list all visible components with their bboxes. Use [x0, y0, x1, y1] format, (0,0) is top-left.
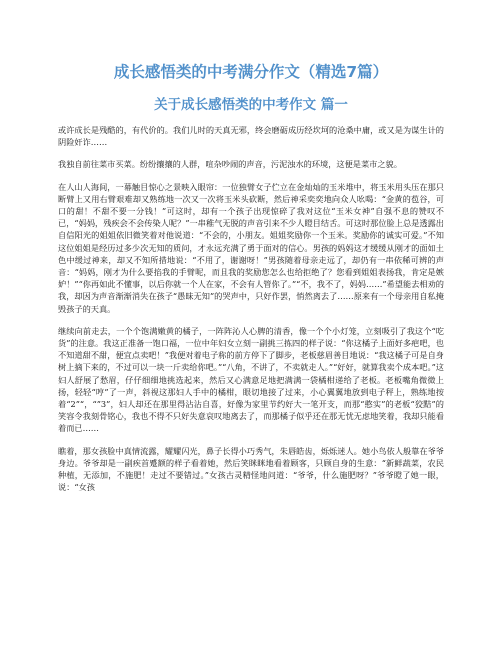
paragraph-5: 瞧着，那女孩脸中真情流露，耀耀闪光，鼻子长得小巧秀气，朱唇皓齿，烁烁迷人。她小鸟依人般靠在爷爷身边。爷爷却是一副疾首蹙额的样子看着她，然后笑眯眯地看着顾客，只顾自身的生意：“新鲜蔬菜，农民种植，无添加，不施肥！走过不要错过。”女孩古灵精怪地问道：“爷爷，什么施肥呀？”爷爷瞪了她一眼，说：“女孩 [58, 445, 444, 493]
paragraph-1: 或许成长是残酷的，有代价的。我们儿时的天真无邪，终会磨砺成历经坎坷的沧桑中庸，或又是为谋生计的阴险奸诈…… [58, 125, 444, 148]
paragraph-4: 继续向前走去，一个个饱满嫩黄的橘子，一阵阵沁人心脾的清香，像一个个小灯笼，立刻吸引了我这个“吃货”的注意。我这正准备一饱口福，一位中年妇女立刻一副挑三拣四的样子说：“你这橘子上面好多疤吧，也不知道甜不甜，便宜点卖吧！”我便对着电子称的前方停下了脚步，老板慈眉善目地说：“我这橘子可是自身树上摘下来的，不过可以一块一斤卖给你吧。”“八角，不讲了，不卖就走人。”“好好，就算我卖个成本吧。”这妇人舒展了愁眉，仔仔细细地挑选起来，然后又心满意足地把满满一袋橘柑递给了老板。老板嘴角微微上扬，轻轻“哼”了一声，斜视这那妇人手中的橘柑，眼切地接了过来，小心翼翼地放到电子秤上，熟练地按着“2”“，“”3”，妇人却还在那里得沾沾自喜，好像为家里节约好大一笔开支，而那“憨实”的老板“狡黠”的笑容令我刻骨铭心，我也不得不只好失意哀叹地离去了，而那橘子似乎还在那无忧无虑地笑着，我却只能看着而已…… [58, 325, 444, 434]
document-title: 成长感悟类的中考满分作文（精选7篇） [113, 63, 389, 81]
section-title: 关于成长感悟类的中考作文 篇一 [154, 97, 348, 113]
paragraph-2: 我独自前往菜市买菜。纷纷攘攘的人群，喧杂吵闹的声音，污泥浊水的环境，这便是菜市之貌。 [58, 159, 402, 170]
paragraph-3: 在人山人海间，一幕触目惊心之景映入眼帘：一位独臂女子伫立在金灿灿的玉米堆中，将玉米用头压在那只断臂上又用右臂艰难却又熟练地一次又一次将玉米头砍断，然后神采奕奕地向众人吆喝：“金黄的苞谷，可口的甜！不甜不要一分钱！”可这时，却有一个孩子出现惊碎了我对这位“玉米女神”自强不息的赞叹不已，“妈妈，残疾会不会传染人呢？”一串稚气无脱的声音引来不少人瞪目结舌。可这时那位脸上总是透露出自信阳光的姐姐依旧微笑着对他说道：“不会的，小朋友。姐姐奖励你一个玉米。奖励你的诚实可爱。”不知这位姐姐是经历过多少次无知的质问，才永远充满了勇于面对的信心。男孩的妈妈这才缓缓从刚才的面如土色中缓过神来，却又不知所措地说：“不用了，谢谢呀！”男孩随着母亲走远了，却仍有一串依稀可辨的声音：“妈妈，刚才为什么要掐我的手臂呢，而且我的奖励您怎么也给拒绝了？您看到姐姐表扬我，肯定是嫉妒！”“你再如此不懂事，以后你就一个人在家，不会有人管你了。”“不，我不了，妈妈……”希望能去相劝的我，却因为声音渐渐消失在孩子“愚昧无知”的哭声中，只好作罢，悄然离去了……原来有一个母亲用自私掩毁孩子的天真。 [58, 181, 444, 314]
